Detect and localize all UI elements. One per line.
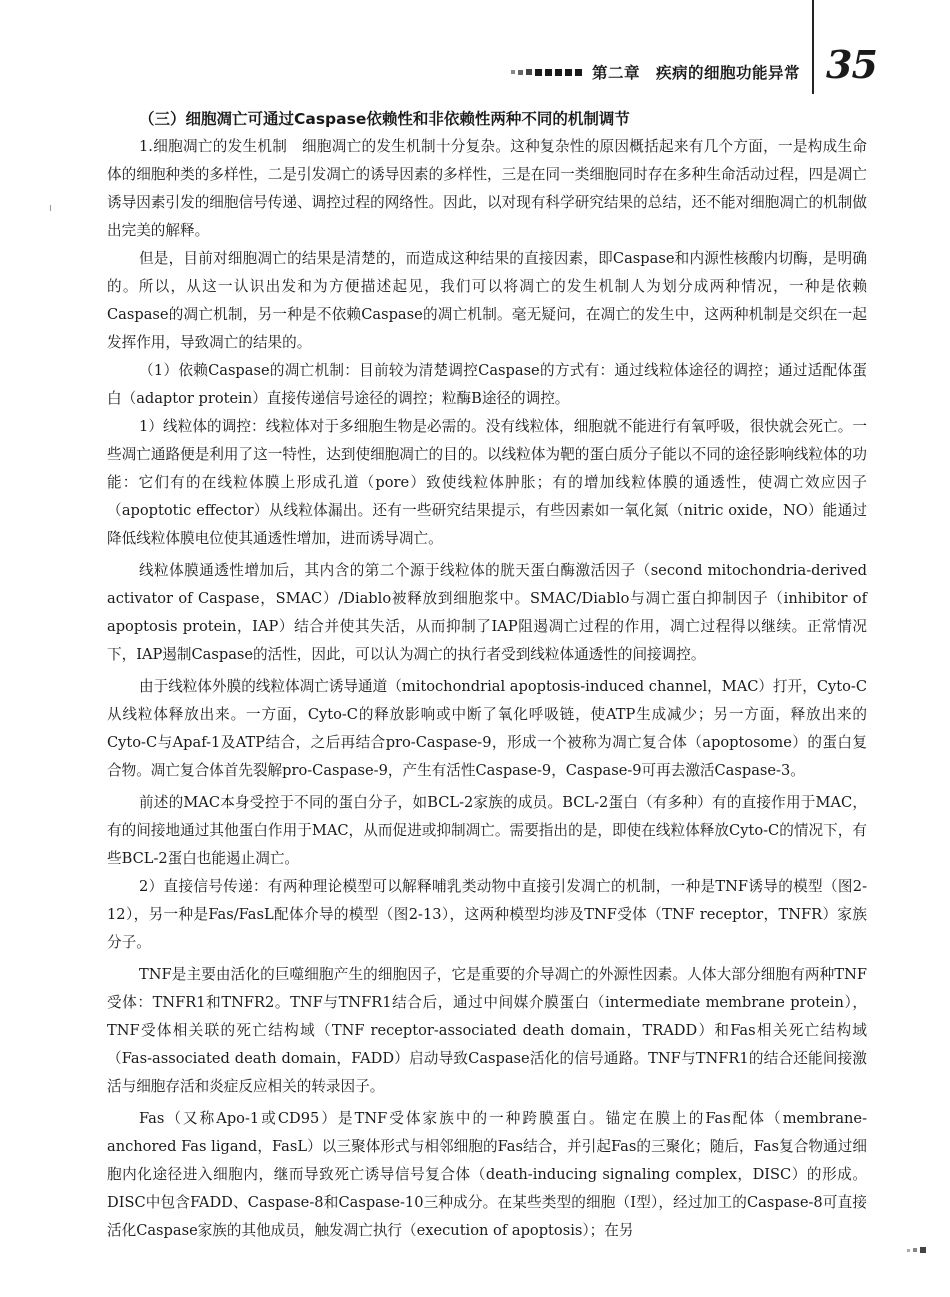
header-square-ornament [511,69,582,76]
paragraph-6: 由于线粒体外膜的线粒体凋亡诱导通道（mitochondrial apoptosis-induced channel，MAC）打开，Cyto-C从线粒体释放出来。一方面，Cyto-C的释放影响或中断了氧化呼吸链，使ATP生成减少；另一方面，释放出来的Cyto-C与Apaf-1及ATP结合，之后再结合pro-Caspase-9，形成一个被称为凋亡复合体（apoptosome）的蛋白复合物。凋亡复合体首先裂解pro-Caspase-9，产生有活性Caspase-9，Caspase-9可再去激活Caspase-3。 [107,678,867,779]
paragraph-1: 1.细胞凋亡的发生机制 细胞凋亡的发生机制十分复杂。这种复杂性的原因概括起来有几个方面，一是构成生命体的细胞种类的多样性，二是引发凋亡的诱导因素的多样性，三是在同一类细胞同时存在多种生命活动过程，四是凋亡诱导因素引发的细胞信号传递、调控过程的网络性。因此，以对现有科学研究结果的总结，还不能对细胞凋亡的机制做出完美的解释。 [107,138,867,239]
paragraph-8: 2）直接信号传递：有两种理论模型可以解释哺乳类动物中直接引发凋亡的机制，一种是TNF诱导的模型（图2-12），另一种是Fas/FasL配体介导的模型（图2-13），这两种模型均涉及TNF受体（TNF receptor，TNFR）家族分子。 [107,878,867,951]
paragraph-4: 1）线粒体的调控：线粒体对于多细胞生物是必需的。没有线粒体，细胞就不能进行有氧呼吸，很快就会死亡。一些凋亡通路便是利用了这一特性，达到使细胞凋亡的目的。以线粒体为靶的蛋白质分子能以不同的途径影响线粒体的功能：它们有的在线粒体膜上形成孔道（pore）致使线粒体肿胀；有的增加线粒体膜的通透性，使凋亡效应因子（apoptotic effector）从线粒体漏出。还有一些研究结果提示，有些因素如一氧化氮（nitric oxide，NO）能通过降低线粒体膜电位使其通透性增加，进而诱导凋亡。 [107,418,867,547]
page-body [107,105,867,1245]
page-number: 35 [826,42,877,87]
paragraph-2: 但是，目前对细胞凋亡的结果是清楚的，而造成这种结果的直接因素，即Caspase和内源性核酸内切酶，是明确的。所以，从这一认识出发和为方便描述起见，我们可以将凋亡的发生机制人为划分成两种情况，一种是依赖Caspase的凋亡机制，另一种是不依赖Caspase的凋亡机制。毫无疑问，在凋亡的发生中，这两种机制是交织在一起发挥作用，导致凋亡的结果的。 [107,250,867,351]
paragraph-5: 线粒体膜通透性增加后，其内含的第二个源于线粒体的胱天蛋白酶激活因子（second mitochondria-derived activator of Caspase，SMAC）/Diablo被释放到细胞浆中。SMAC/Diablo与凋亡蛋白抑制因子（inhibitor of apoptosis protein，IAP）结合并使其失活，从而抑制了IAP阻遏凋亡过程的作用，凋亡过程得以继续。正常情况下，IAP遏制Caspase的活性，因此，可以认为凋亡的执行者受到线粒体通透性的间接调控。 [107,562,867,663]
paragraph-10: Fas（又称Apo-1或CD95）是TNF受体家族中的一种跨膜蛋白。锚定在膜上的Fas配体（membrane-anchored Fas ligand，FasL）以三聚体形式与相邻细胞的Fas结合，并引起Fas的三聚化；随后，Fas复合物通过细胞内化途径进入细胞内，继而导致死亡诱导信号复合体（death-inducing signaling complex，DISC）的形成。DISC中包含FADD、Caspase-8和Caspase-10三种成分。在某些类型的细胞（Ⅰ型），经过加工的Caspase-8可直接活化Caspase家族的其他成员，触发凋亡执行（execution of apoptosis）；在另 [107,1110,867,1239]
paragraph-9: TNF是主要由活化的巨噬细胞产生的细胞因子，它是重要的介导凋亡的外源性因素。人体大部分细胞有两种TNF受体：TNFR1和TNFR2。TNF与TNFR1结合后，通过中间媒介膜蛋白（intermediate membrane protein），TNF受体相关联的死亡结构域（TNF receptor-associated death domain，TRADD）和Fas相关死亡结构域（Fas-associated death domain，FADD）启动导致Caspase活化的信号通路。TNF与TNFR1的结合还能间接激活与细胞存活和炎症反应相关的转录因子。 [107,966,867,1095]
chapter-title: 第二章 疾病的细胞功能异常 [591,64,800,82]
margin-mark [50,205,51,211]
section-heading: （三）细胞凋亡可通过Caspase依赖性和非依赖性两种不同的机制调节 [139,110,630,128]
corner-ornament [907,1247,926,1253]
header-vertical-rule [812,0,814,94]
running-header [470,52,800,92]
paragraph-3: （1）依赖Caspase的凋亡机制：目前较为清楚调控Caspase的方式有：通过线粒体途径的调控；通过适配体蛋白（adaptor protein）直接传递信号途径的调控；粒酶B途径的调控。 [107,362,867,407]
paragraph-7: 前述的MAC本身受控于不同的蛋白分子，如BCL-2家族的成员。BCL-2蛋白（有多种）有的直接作用于MAC，有的间接地通过其他蛋白作用于MAC，从而促进或抑制凋亡。需要指出的是，即使在线粒体释放Cyto-C的情况下，有些BCL-2蛋白也能遏止凋亡。 [107,794,867,867]
